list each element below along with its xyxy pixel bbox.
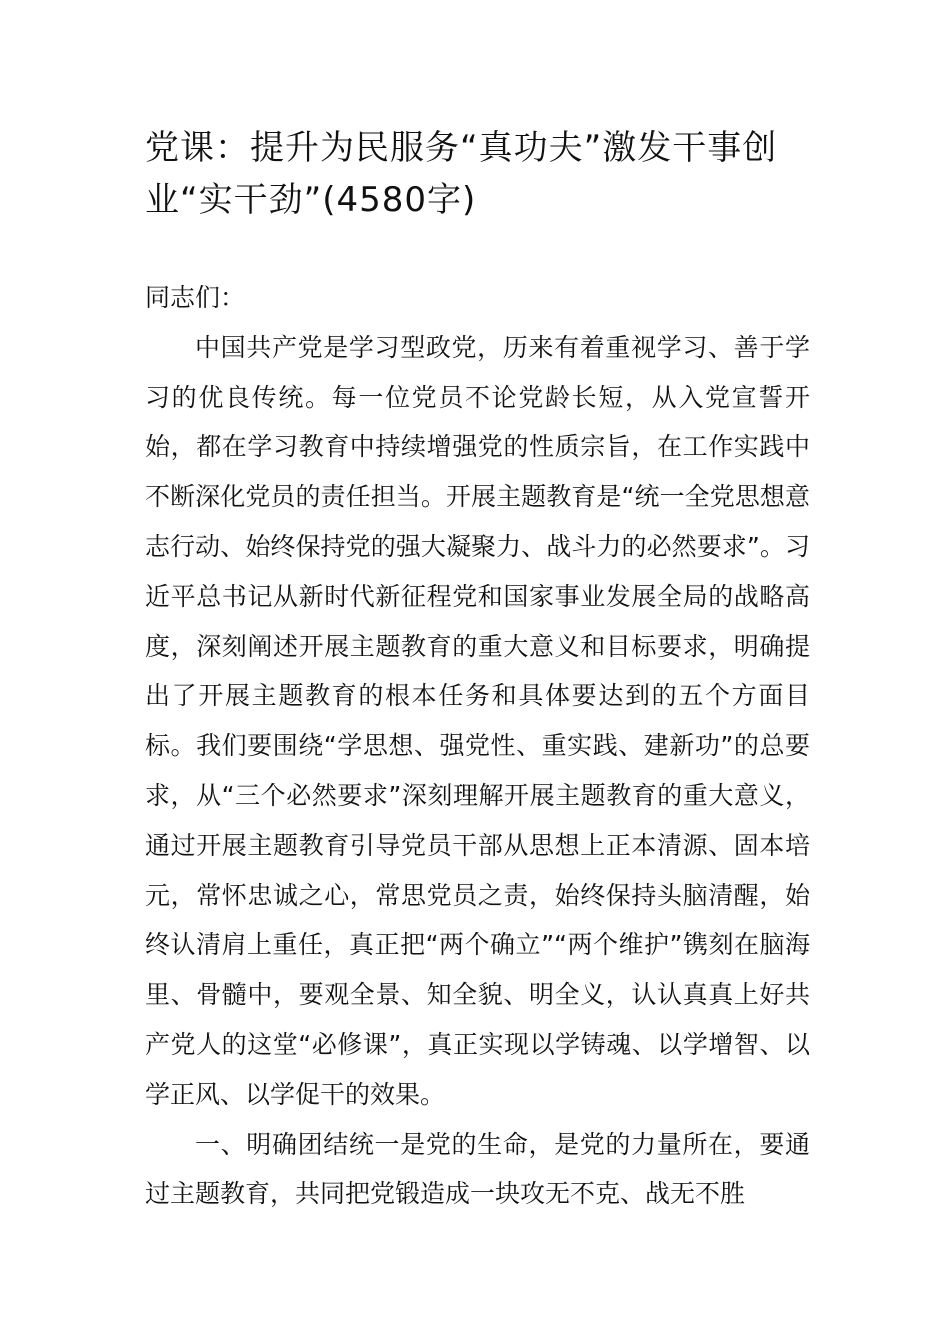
document-body bbox=[145, 273, 810, 1219]
document-title: 党课：提升为民服务“真功夫”激发干事创业“实干劲”(4580字) bbox=[145, 128, 778, 220]
paragraph-intro: 中国共产党是学习型政党，历来有着重视学习、善于学习的优良传统。每一位党员不论党龄长短，从入党宣誓开始，都在学习教育中持续增强党的性质宗旨，在工作实践中不断深化党员的责任担当。开展主题教育是“统一全党思想意志行动、始终保持党的强大凝聚力、战斗力的必然要求”。习近平总书记从新时代新征程党和国家事业发展全局的战略高度，深刻阐述开展主题教育的重大意义和目标要求，明确提出了开展主题教育的根本任务和具体要达到的五个方面目标。我们要围绕“学思想、强党性、重实践、建新功”的总要求，从“三个必然要求”深刻理解开展主题教育的重大意义，通过开展主题教育引导党员干部从思想上正本清源、固本培元，常怀忠诚之心，常思党员之责，始终保持头脑清醒，始终认清肩上重任，真正把“两个确立”“两个维护”镌刻在脑海里、骨髓中，要观全景、知全貌、明全义，认认真真上好共产党人的这堂“必修课”，真正实现以学铸魂、以学增智、以学正风、以学促干的效果。 bbox=[145, 332, 810, 1109]
paragraph-section-one: 一、明确团结统一是党的生命，是党的力量所在，要通过主题教育，共同把党锻造成一块攻无不克、战无不胜 bbox=[145, 1129, 810, 1209]
salutation: 同志们： bbox=[145, 283, 246, 312]
